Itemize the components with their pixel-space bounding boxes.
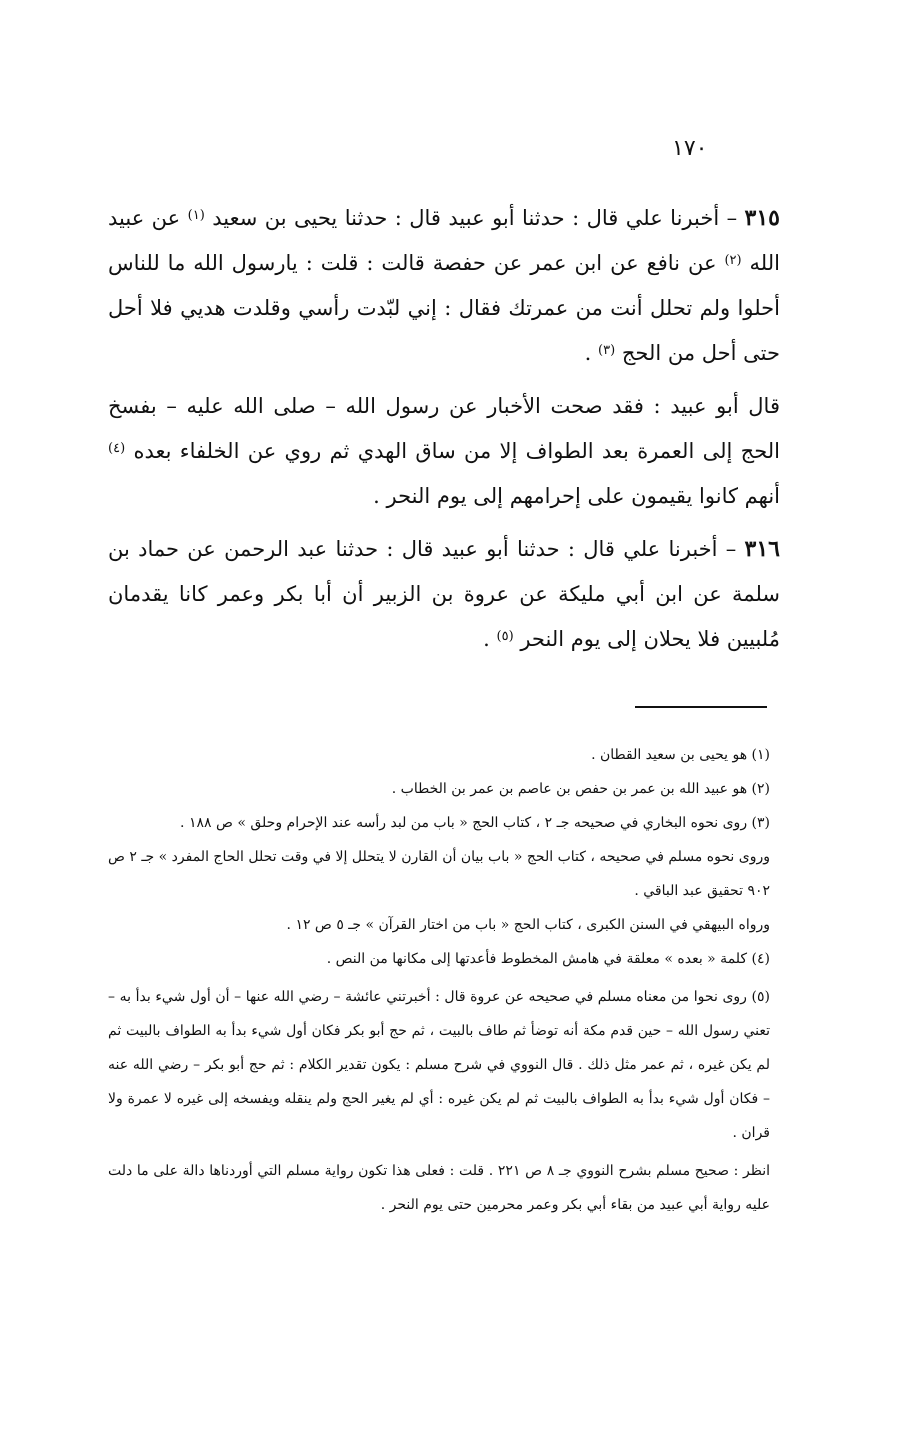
hadith-316 [108, 527, 780, 662]
text-segment: – أخبرنا علي قال : حدثنا أبو عبيد قال : حدثنا يحيى بن سعيد [204, 206, 745, 230]
footnote-2: (٢) هو عبيد الله بن عمر بن حفص بن عاصم بن عمر بن الخطاب . [391, 781, 770, 797]
footnote-5: (٥) روى نحوا من معناه مسلم في صحيحه عن عروة قال : أخبرتني عائشة – رضي الله عنها – أن أول شيء بدأ به – تعني رسول الله – حين قدم مكة أنه توضأ ثم طاف بالبيت ، ثم حج أبو بكر فكان أول شيء بدأ به الطواف بالبيت ثم لم يكن غيره ، ثم عمر مثل ذلك . قال النووي في شرح مسلم : يكون تقدير الكلام : ثم حج أبو بكر – رضي الله عنه – فكان أول شيء بدأ به الطواف بالبيت ثم لم يكن غيره : أي لم يغير الحج ولم ينقله ويفسخه إلى غيره لا عمرة ولا قران . [108, 989, 770, 1141]
text-segment: أنهم كانوا يقيمون على إحرامهم إلى يوم النحر . [373, 484, 780, 508]
footnote-1: (١) هو يحيى بن سعيد القطان . [591, 747, 770, 763]
footnote-4: (٤) كلمة « بعده » معلقة في هامش المخطوط فأعدتها إلى مكانها من النص . [326, 951, 770, 967]
footnote-3-continued: ورواه البيهقي في السنن الكبرى ، كتاب الحج « باب من اختار القرآن » جـ ٥ ص ١٢ . [286, 917, 770, 933]
footnote-5-continued: انظر : صحيح مسلم بشرح النووي جـ ٨ ص ٢٢١ . قلت : فعلى هذا تكون رواية مسلم التي أوردناها دالة على ما دلت عليه رواية أبي عبيد من بقاء أبي بكر وعمر محرمين حتى يوم النحر . [108, 1163, 770, 1213]
text-segment: . [584, 341, 599, 365]
text-segment: . [483, 627, 497, 651]
main-text [108, 196, 780, 670]
footnotes [108, 738, 770, 1222]
footnote-3-continued: وروى نحوه مسلم في صحيحه ، كتاب الحج « باب بيان أن القارن لا يتحلل إلا في وقت تحلل الحاج المفرد » جـ ٢ ص ٩٠٢ تحقيق عبد الباقي . [108, 849, 770, 899]
footnote-3: (٣) روى نحوه البخاري في صحيحه جـ ٢ ، كتاب الحج « باب من لبد رأسه عند الإحرام وحلق » ص ١٨٨ . [180, 815, 770, 831]
text-segment: عن عبيد الله [108, 206, 780, 275]
footnote-separator [635, 706, 767, 708]
footnote-ref-4: (٤) [108, 441, 126, 456]
footnote-ref-1: (١) [187, 208, 205, 223]
text-segment: عن نافع عن ابن عمر عن حفصة قالت : قلت : يارسول الله ما للناس أحلوا ولم تحلل أنت من عمرتك فقال : إني لبّدت رأسي وقلدت هديي فلا أحل حتى أحل من الحج [108, 251, 780, 365]
hadith-number: ٣١٥ [744, 205, 780, 231]
hadith-number: ٣١٦ [744, 536, 780, 562]
footnote-ref-5: (٥) [496, 629, 514, 644]
text-segment: – أخبرنا علي قال : حدثنا أبو عبيد قال : حدثنا عبد الرحمن عن حماد بن سلمة عن ابن أبي مليكة عن عروة بن الزبير أن أبا بكر وعمر كانا يقدمان مُلبيين فلا يحلان إلى يوم النحر [108, 537, 780, 651]
hadith-315 [108, 196, 780, 376]
commentary-paragraph [108, 384, 780, 519]
text-segment: قال أبو عبيد : فقد صحت الأخبار عن رسول الله – صلى الله عليه – بفسخ الحج إلى العمرة بعد الطواف إلا من ساق الهدي ثم روي عن الخلفاء بعده [108, 394, 780, 463]
page-number: ١٧٠ [672, 136, 708, 161]
footnote-ref-2: (٢) [724, 253, 742, 268]
footnote-ref-3: (٣) [598, 343, 616, 358]
